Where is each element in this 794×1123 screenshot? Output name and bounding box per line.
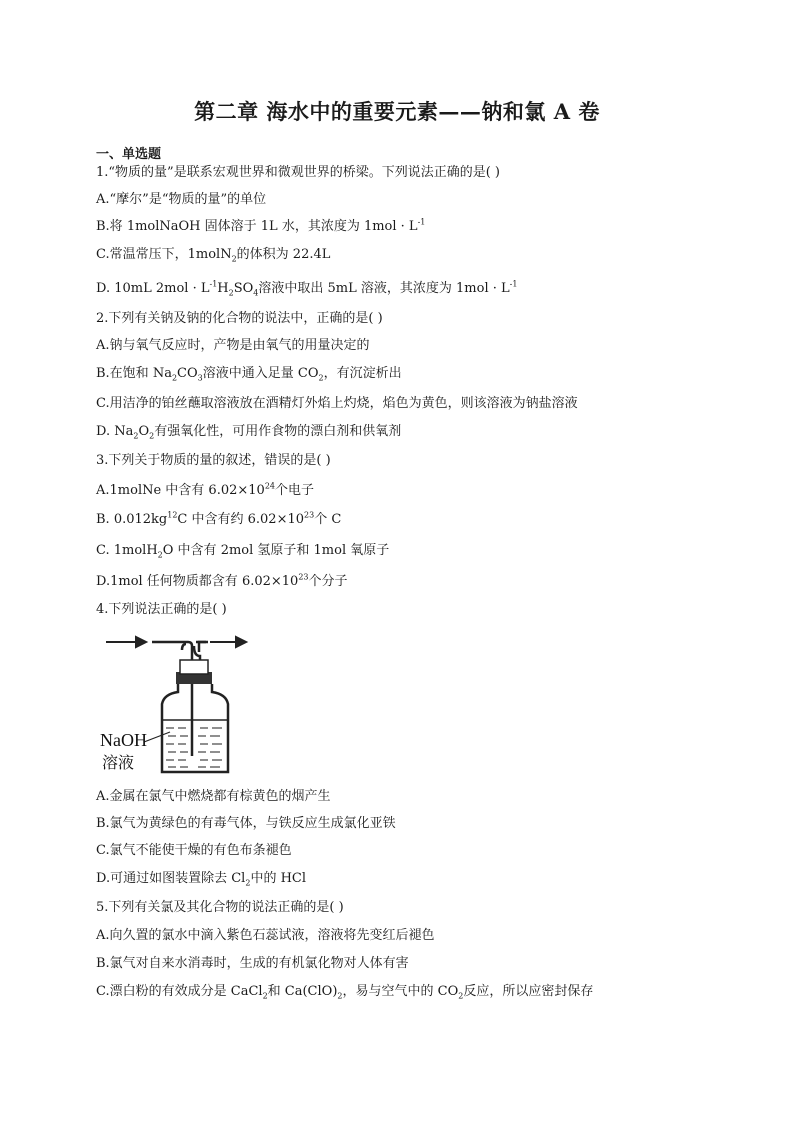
q1-stem: 1.“物质的量”是联系宏观世界和微观世界的桥梁。下列说法正确的是( ) bbox=[96, 165, 500, 180]
gas-washing-bottle-diagram bbox=[96, 628, 256, 778]
gas-washing-bottle-figure bbox=[96, 628, 256, 778]
q2-option-c: C.用洁净的铂丝蘸取溶液放在酒精灯外焰上灼烧，焰色为黄色，则该溶液为钠盐溶液 bbox=[96, 396, 578, 411]
q5-stem: 5.下列有关氯及其化合物的说法正确的是( ) bbox=[96, 900, 344, 915]
q2-option-b: B.在饱和 $Na_2CO_3$溶液中通入足量 $CO_2$，有沉淀析出 bbox=[96, 366, 402, 383]
q5-option-b: B.氯气对自来水消毒时，生成的有机氯化物对人体有害 bbox=[96, 956, 409, 971]
q3-option-a: A.1molNe 中含有 $6.02\times 10^{24}$个电子 bbox=[96, 481, 315, 498]
q1-option-d: D. 10mL $2mol \cdot L^{-1}H_2SO_4$溶液中取出 5mL 溶液，其浓度为 $1mol \cdot L^{-1}$ bbox=[96, 279, 518, 298]
q3-option-b: B. $0.012kg^{12}C$ 中含有约 $6.02\times 10^{23}$个 C bbox=[96, 510, 342, 527]
q4-stem: 4.下列说法正确的是( ) bbox=[96, 602, 227, 617]
q4-option-a: A.金属在氯气中燃烧都有棕黄色的烟产生 bbox=[96, 789, 331, 804]
q1-option-c: C.常温常压下，1molN$_2$的体积为 22.4L bbox=[96, 247, 331, 264]
q5-option-c: C.漂白粉的有效成分是 CaCl$_2$和 $Ca(ClO)_2$，易与空气中的 $CO_2$反应，所以应密封保存 bbox=[96, 984, 594, 1001]
figure-label-naoh: NaOH bbox=[100, 730, 147, 750]
page-title: 第二章 海水中的重要元素——钠和氯 A 卷 bbox=[194, 99, 600, 124]
q5-option-a: A.向久置的氯水中滴入紫色石蕊试液，溶液将先变红后褪色 bbox=[96, 928, 435, 943]
q1-option-a: A.“摩尔”是“物质的量”的单位 bbox=[96, 192, 267, 207]
q3-option-c: C. 1molH$_2$O 中含有 2mol 氢原子和 1mol 氧原子 bbox=[96, 543, 390, 560]
q2-stem: 2.下列有关钠及钠的化合物的说法中，正确的是( ) bbox=[96, 311, 383, 326]
q4-option-c: C.氯气不能使干燥的有色布条褪色 bbox=[96, 843, 292, 858]
section-heading: 一、单选题 bbox=[96, 147, 162, 162]
q4-option-d: D.可通过如图装置除去 $Cl_2$中的 HCl bbox=[96, 871, 307, 888]
figure-label-solution: 溶液 bbox=[102, 753, 135, 772]
q2-option-d: D. $Na_2O_2$有强氧化性，可用作食物的漂白剂和供氧剂 bbox=[96, 424, 402, 441]
q2-option-a: A.钠与氧气反应时，产物是由氧气的用量决定的 bbox=[96, 338, 370, 353]
q4-option-b: B.氯气为黄绿色的有毒气体，与铁反应生成氯化亚铁 bbox=[96, 816, 396, 831]
q3-option-d: D.1mol 任何物质都含有 $6.02\times 10^{23}$个分子 bbox=[96, 572, 348, 589]
q1-option-b: B.将 1molNaOH 固体溶于 1L 水，其浓度为 $1mol \cdot L^{-1}$ bbox=[96, 217, 426, 234]
q3-stem: 3.下列关于物质的量的叙述，错误的是( ) bbox=[96, 453, 331, 468]
